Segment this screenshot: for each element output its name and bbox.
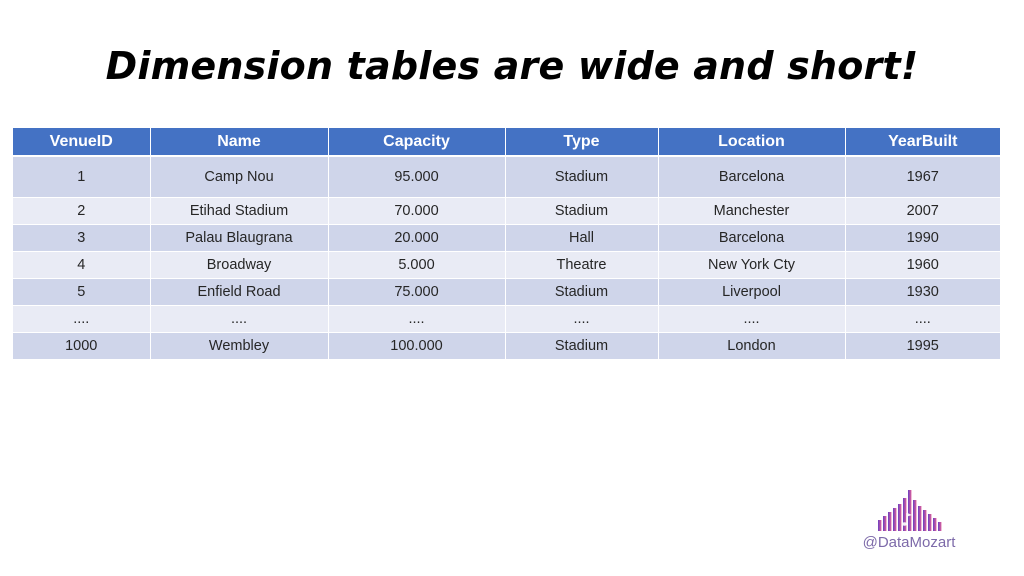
column-header-venueid: VenueID	[13, 128, 150, 156]
cell-name: Palau Blaugrana	[150, 225, 328, 252]
cell-location: New York Cty	[658, 252, 845, 279]
cell-yearbuilt: 1967	[845, 156, 1000, 198]
cell-capacity: 5.000	[328, 252, 505, 279]
cell-name: Enfield Road	[150, 279, 328, 306]
table-row	[13, 252, 1000, 279]
cell-venueid: 3	[13, 225, 150, 252]
cell-capacity: 20.000	[328, 225, 505, 252]
cell-name: Broadway	[150, 252, 328, 279]
column-header-location: Location	[658, 128, 845, 156]
cell-capacity: ....	[328, 306, 505, 333]
cell-capacity: 70.000	[328, 198, 505, 225]
cell-yearbuilt: 1995	[845, 333, 1000, 360]
cell-yearbuilt: 1990	[845, 225, 1000, 252]
cell-capacity: 75.000	[328, 279, 505, 306]
cell-capacity: 95.000	[328, 156, 505, 198]
cell-type: Hall	[505, 225, 658, 252]
table-row	[13, 333, 1000, 360]
table-row-ellipsis	[13, 306, 1000, 333]
cell-name: Etihad Stadium	[150, 198, 328, 225]
cell-type: Stadium	[505, 279, 658, 306]
table-row	[13, 225, 1000, 252]
cell-venueid: 1	[13, 156, 150, 198]
column-header-capacity: Capacity	[328, 128, 505, 156]
cell-location: ....	[658, 306, 845, 333]
cell-yearbuilt: 1930	[845, 279, 1000, 306]
cell-name: ....	[150, 306, 328, 333]
cell-yearbuilt: ....	[845, 306, 1000, 333]
cell-type: Theatre	[505, 252, 658, 279]
datamozart-handle: @DataMozart	[862, 534, 956, 551]
table-header-row	[13, 128, 1000, 156]
cell-location: Barcelona	[658, 225, 845, 252]
cell-capacity: 100.000	[328, 333, 505, 360]
cell-location: Manchester	[658, 198, 845, 225]
cell-type: ....	[505, 306, 658, 333]
cell-type: Stadium	[505, 333, 658, 360]
cell-venueid: 2	[13, 198, 150, 225]
column-header-yearbuilt: YearBuilt	[845, 128, 1000, 156]
datamozart-logo-icon	[868, 486, 958, 534]
cell-yearbuilt: 2007	[845, 198, 1000, 225]
slide-title: Dimension tables are wide and short!	[105, 44, 919, 88]
table-row	[13, 156, 1000, 198]
cell-name: Wembley	[150, 333, 328, 360]
cell-location: Liverpool	[658, 279, 845, 306]
cell-venueid: 1000	[13, 333, 150, 360]
cell-type: Stadium	[505, 156, 658, 198]
column-header-type: Type	[505, 128, 658, 156]
cell-venueid: 5	[13, 279, 150, 306]
cell-location: London	[658, 333, 845, 360]
column-header-name: Name	[150, 128, 328, 156]
cell-type: Stadium	[505, 198, 658, 225]
cell-venueid: ....	[13, 306, 150, 333]
cell-name: Camp Nou	[150, 156, 328, 198]
cell-venueid: 4	[13, 252, 150, 279]
logo-bars	[878, 490, 941, 531]
table-row	[13, 198, 1000, 225]
cell-location: Barcelona	[658, 156, 845, 198]
table-row	[13, 279, 1000, 306]
venue-dimension-table	[13, 128, 1000, 360]
cell-yearbuilt: 1960	[845, 252, 1000, 279]
